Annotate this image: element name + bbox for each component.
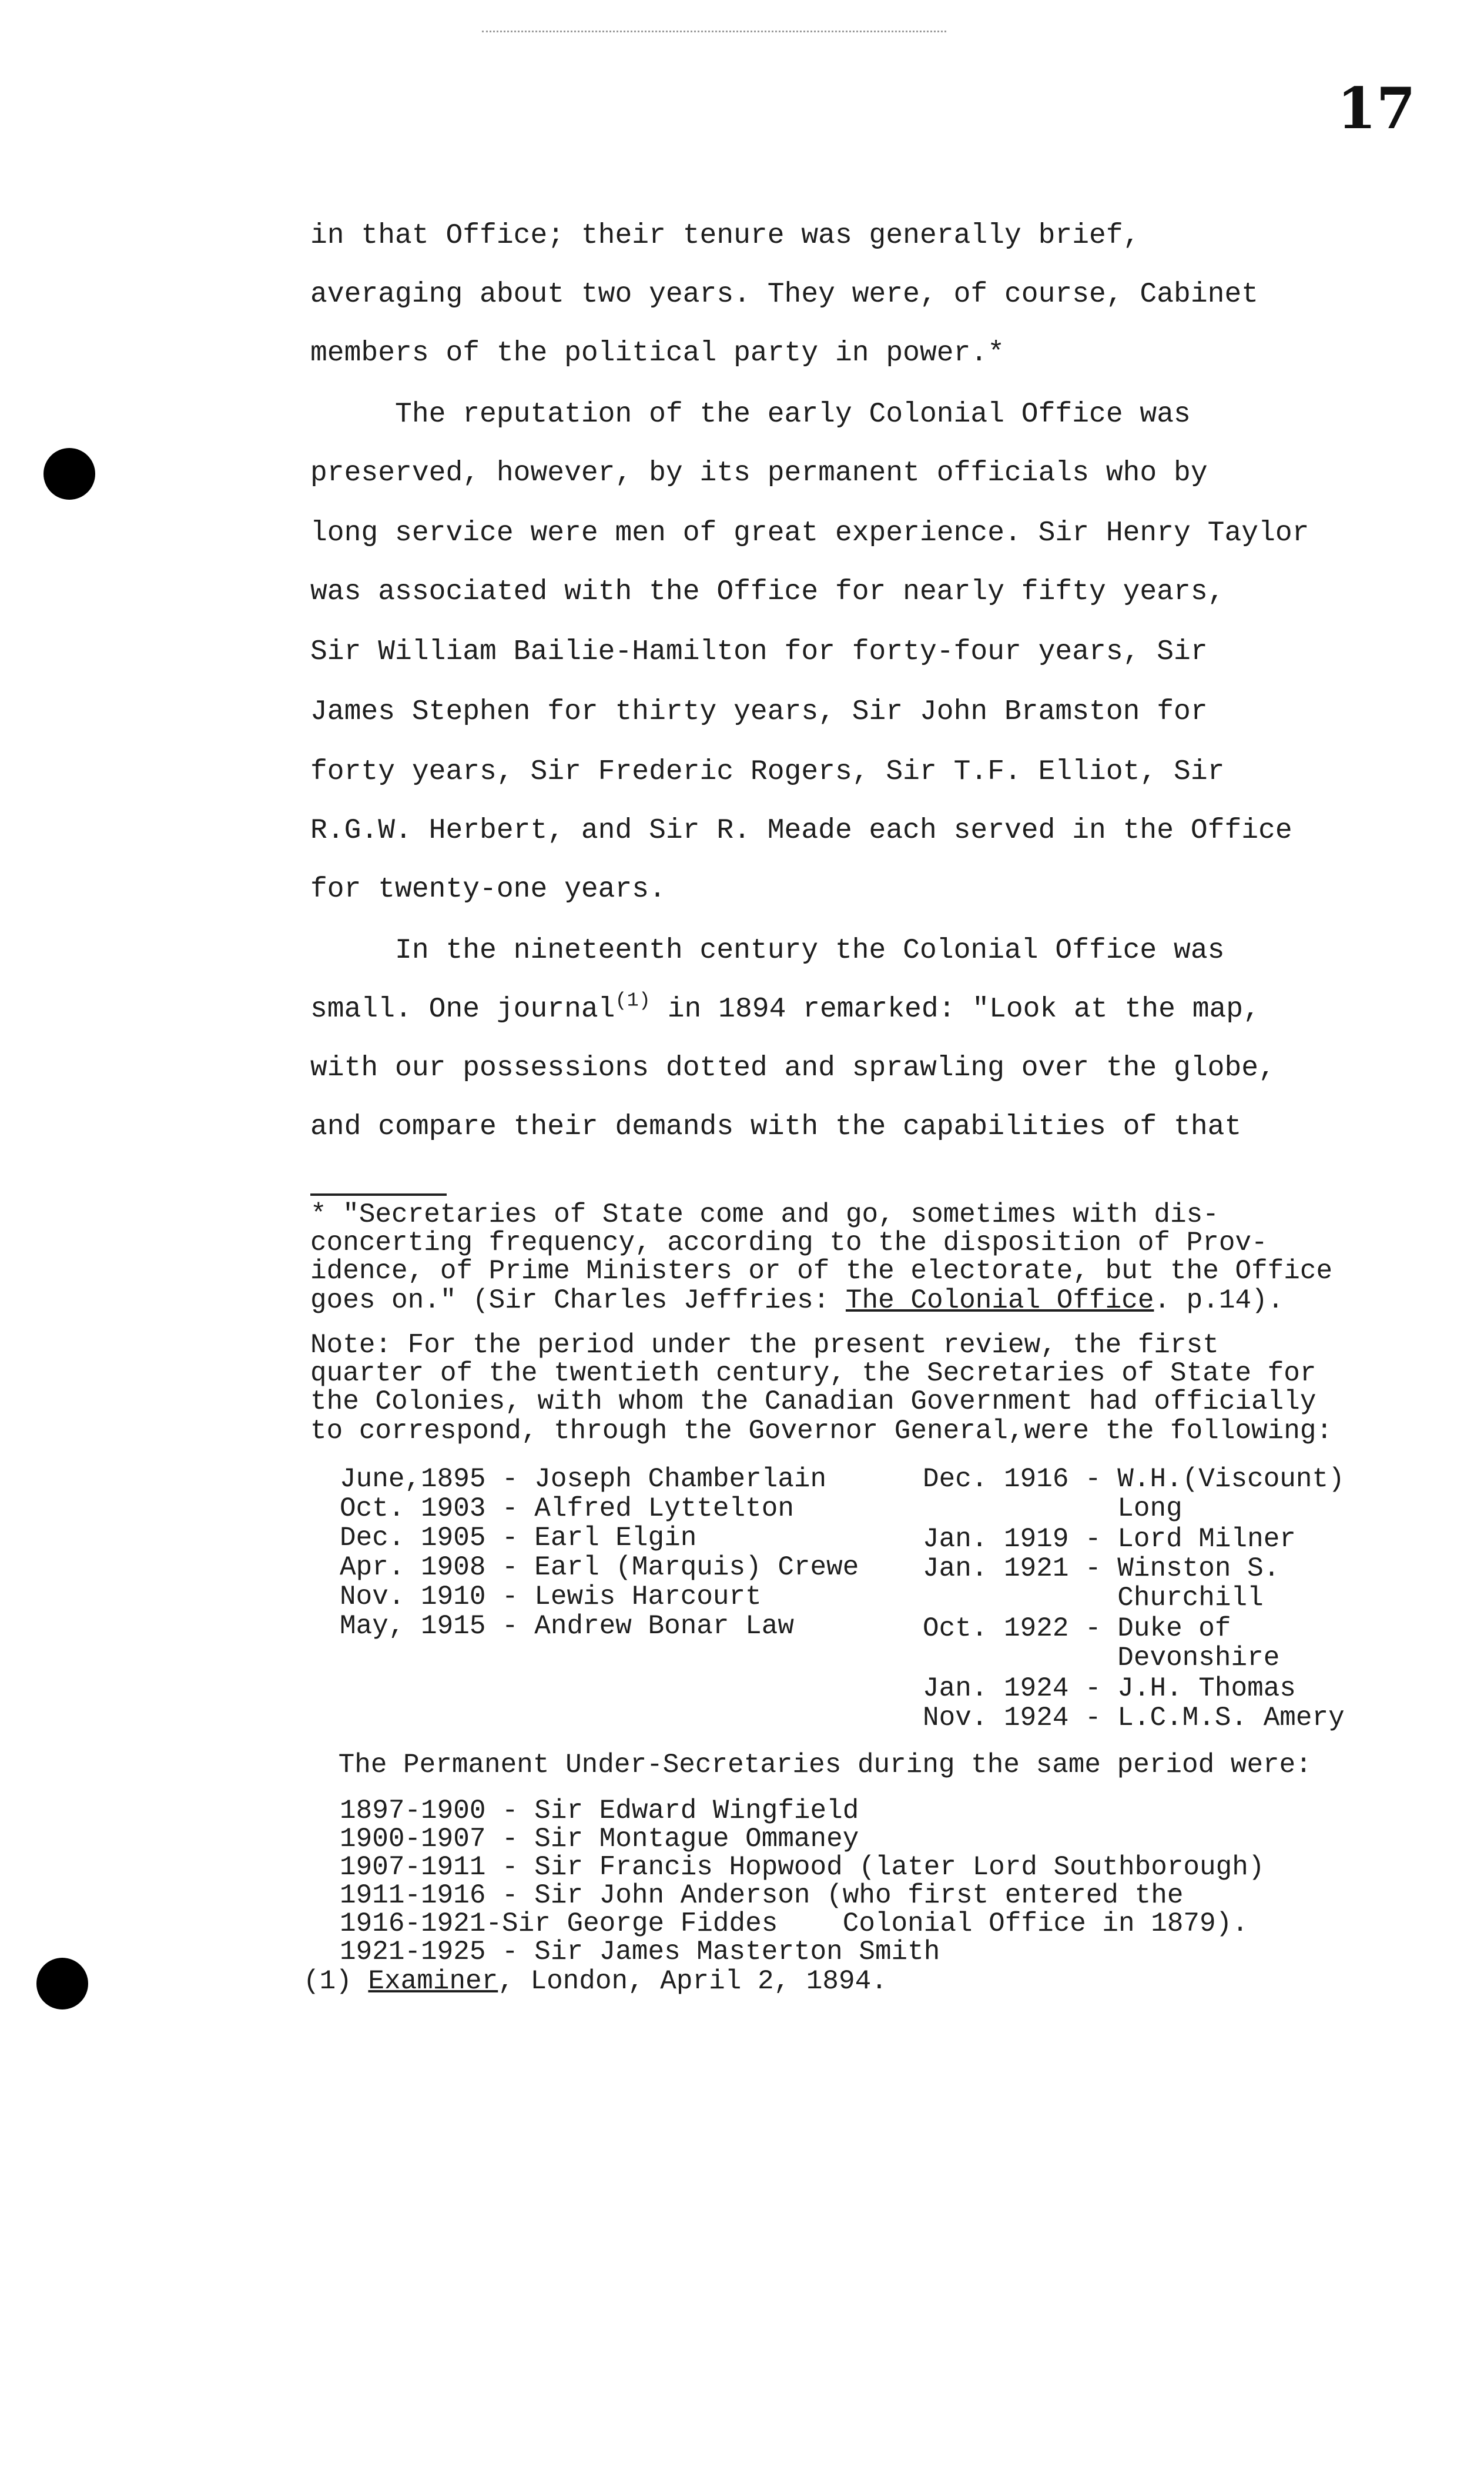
note-line: to correspond, through the Governor General,were the following: [310, 1416, 1333, 1446]
punch-hole-bottom [36, 1958, 88, 2009]
under-secretary-entry: 1911-1916 - Sir John Anderson (who first entered the [340, 1880, 1184, 1911]
text-run: . p.14). [1154, 1285, 1284, 1316]
secretary-entry: Devonshire [923, 1643, 1280, 1673]
journal-title: Examiner [368, 1966, 498, 1997]
under-secretary-entry: 1916-1921-Sir George Fiddes Colonial Office in 1879). [340, 1908, 1248, 1939]
footnote-line: * "Secretaries of State come and go, sometimes with dis- [310, 1199, 1219, 1230]
text-run: small. One journal [310, 994, 615, 1025]
secretary-entry: Jan. 1921 - Winston S. [923, 1553, 1280, 1584]
secretary-entry: Oct. 1922 - Duke of [923, 1613, 1231, 1644]
footnote-marker: (1) [303, 1966, 369, 1997]
body-text-line: and compare their demands with the capabilities of that [310, 1111, 1242, 1143]
footnote-1 [303, 1966, 887, 1997]
secretary-entry: Churchill [923, 1583, 1264, 1613]
body-text-line: with our possessions dotted and sprawling over the globe, [310, 1052, 1275, 1084]
secretary-entry: Dec. 1916 - W.H.(Viscount) [923, 1464, 1345, 1494]
footnote-line [310, 1285, 1284, 1316]
under-secretary-entry: 1907-1911 - Sir Francis Hopwood (later Lord Southborough) [340, 1852, 1265, 1882]
note-line: the Colonies, with whom the Canadian Government had officially [310, 1386, 1316, 1417]
body-text-line: averaging about two years. They were, of course, Cabinet [310, 279, 1259, 310]
body-text-line: was associated with the Office for nearly fifty years, [310, 576, 1225, 608]
page-number: 17 [1337, 75, 1416, 142]
secretary-entry: Dec. 1905 - Earl Elgin [340, 1523, 697, 1553]
secretary-entry: June,1895 - Joseph Chamberlain [340, 1464, 827, 1494]
body-text-line: R.G.W. Herbert, and Sir R. Meade each served in the Office [310, 815, 1292, 847]
text-run: , London, April 2, 1894. [498, 1966, 887, 1997]
under-secretaries-heading: The Permanent Under-Secretaries during the same period were: [322, 1750, 1312, 1780]
book-title: The Colonial Office [845, 1285, 1154, 1316]
body-text-line: The reputation of the early Colonial Office was [310, 399, 1191, 430]
footnote-rule [310, 1193, 447, 1196]
secretary-entry: May, 1915 - Andrew Bonar Law [340, 1611, 794, 1641]
body-text-line: in that Office; their tenure was generally brief, [310, 220, 1140, 252]
secretary-entry: Jan. 1924 - J.H. Thomas [923, 1673, 1296, 1704]
note-line: quarter of the twentieth century, the Secretaries of State for [310, 1358, 1316, 1389]
body-text-line [310, 989, 1260, 1025]
secretary-entry: Nov. 1910 - Lewis Harcourt [340, 1581, 762, 1612]
secretary-entry: Long [923, 1493, 1182, 1524]
footnote-line: concerting frequency, according to the disposition of Prov- [310, 1228, 1268, 1258]
body-text-line: Sir William Bailie-Hamilton for forty-four years, Sir [310, 636, 1208, 668]
under-secretary-entry: 1900-1907 - Sir Montague Ommaney [340, 1824, 859, 1854]
footnote-line: idence, of Prime Ministers or of the electorate, but the Office [310, 1256, 1333, 1286]
body-text-line: for twenty-one years. [310, 874, 666, 905]
body-text-line: members of the political party in power.* [310, 337, 1004, 369]
body-text-line: preserved, however, by its permanent officials who by [310, 457, 1208, 489]
punch-hole-top [43, 448, 95, 500]
footnote-ref-1: (1) [615, 989, 651, 1012]
note-line: Note: For the period under the present review, the first [310, 1330, 1219, 1360]
body-text-line: forty years, Sir Frederic Rogers, Sir T.F. Elliot, Sir [310, 756, 1225, 788]
secretary-entry: Oct. 1903 - Alfred Lyttelton [340, 1493, 794, 1524]
scan-artifact-top [482, 31, 946, 35]
body-text-line: James Stephen for thirty years, Sir John Bramston for [310, 696, 1208, 728]
secretary-entry: Nov. 1924 - L.C.M.S. Amery [923, 1703, 1345, 1733]
under-secretary-entry: 1921-1925 - Sir James Masterton Smith [340, 1937, 940, 1967]
secretary-entry: Apr. 1908 - Earl (Marquis) Crewe [340, 1552, 859, 1583]
secretary-entry: Jan. 1919 - Lord Milner [923, 1524, 1296, 1554]
body-text-line: long service were men of great experience. Sir Henry Taylor [310, 517, 1309, 549]
text-run: goes on." (Sir Charles Jeffries: [310, 1285, 846, 1316]
body-text-line: In the nineteenth century the Colonial Office was [310, 935, 1225, 967]
under-secretary-entry: 1897-1900 - Sir Edward Wingfield [340, 1795, 859, 1826]
text-run: in 1894 remarked: "Look at the map, [650, 994, 1260, 1025]
